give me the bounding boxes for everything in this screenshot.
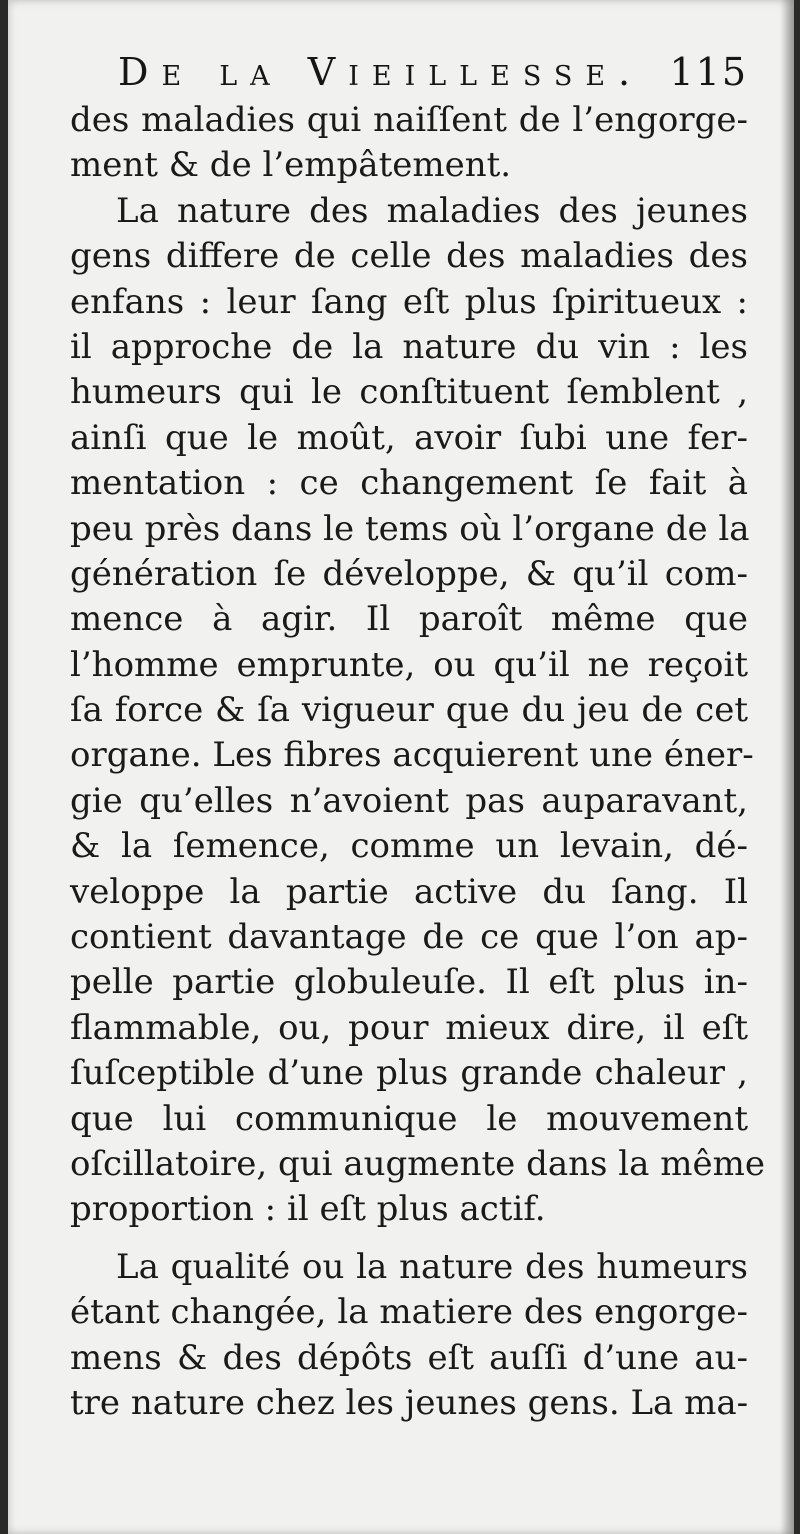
text-line: ſa force & ſa vigueur que du jeu de cet (70, 690, 748, 731)
text-line: La nature des maladies des jeunes (116, 190, 748, 231)
running-title: De la Vieillesse. (118, 50, 644, 94)
text-line: proportion : il eſt plus actif. (70, 1189, 546, 1230)
text-line: des maladies qui naiſſent de l’engorge- (70, 100, 748, 140)
text-line: contient davantage de ce que l’on ap- (70, 917, 748, 958)
text-line: étant changée, la matiere des engorge- (70, 1292, 748, 1333)
text-line: organe. Les fibres acquierent une éner- (70, 735, 754, 776)
text-line: gie qu’elles n’avoient pas auparavant, (70, 780, 748, 821)
text-line: pelle partie globuleuſe. Il eſt plus in- (70, 962, 748, 1003)
text-line: mens & des dépôts eſt auſſi d’une au- (70, 1337, 748, 1378)
text-line: enfans : leur ſang eſt plus ſpiritueux : (70, 281, 748, 322)
page-number: 115 (669, 50, 748, 94)
text-line: La qualité ou la nature des humeurs (116, 1246, 748, 1287)
running-head (118, 46, 748, 96)
paragraph (70, 189, 765, 1233)
text-line: veloppe la partie active du ſang. Il (70, 871, 748, 912)
book-page (8, 0, 794, 1534)
text-line: flammable, ou, pour mieux dire, il eſt (70, 1007, 748, 1048)
paragraph (70, 1245, 748, 1427)
text-line: génération ſe développe, & qu’il com- (70, 553, 748, 594)
text-line: peu près dans le tems où l’organe de la (70, 508, 750, 549)
text-line: ſuſceptible d’une plus grande chaleur , (70, 1053, 748, 1094)
text-line: ment & de l’empâtement. (70, 145, 512, 186)
body-text (70, 98, 765, 1426)
text-line: ainſi que le moût, avoir ſubi une fer- (70, 417, 748, 458)
text-line: tre nature chez les jeunes gens. La ma- (70, 1382, 749, 1423)
paragraph-gap (70, 1233, 748, 1245)
text-line: il approche de la nature du vin : les (70, 326, 748, 367)
text-line: mentation : ce changement ſe fait à (70, 463, 748, 504)
text-line: & la ſemence, comme un levain, dé- (70, 826, 748, 867)
text-line: que lui communique le mouvement (70, 1098, 748, 1139)
text-line: l’homme emprunte, ou qu’il ne reçoit (70, 644, 748, 685)
text-line: oſcillatoire, qui augmente dans la même (70, 1143, 765, 1184)
text-line: gens differe de celle des maladies des (70, 236, 748, 277)
text-line: humeurs qui le conſtituent ſemblent , (70, 372, 748, 413)
text-line: mence à agir. Il paroît même que (70, 599, 748, 640)
paragraph (70, 98, 748, 189)
